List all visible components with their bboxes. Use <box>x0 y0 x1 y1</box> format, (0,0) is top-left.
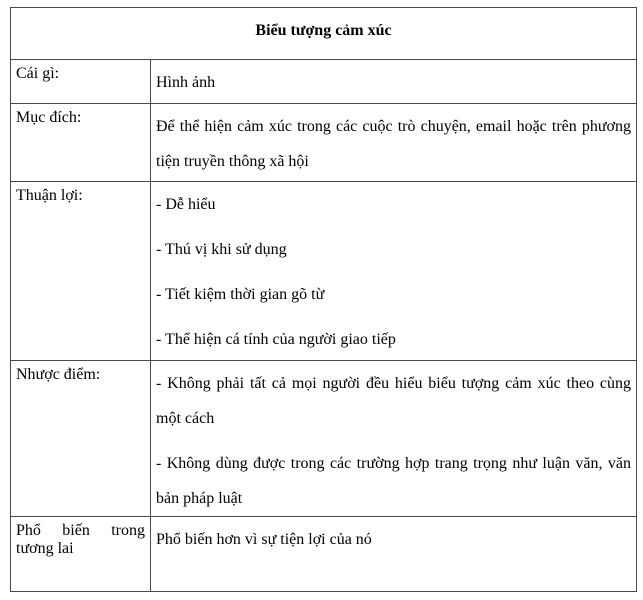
table-row <box>11 517 637 592</box>
cell-paragraph: - Dễ hiểu <box>156 196 216 213</box>
table-title: Biểu tượng cảm xúc <box>11 8 637 60</box>
cell-paragraph: - Thể hiện cá tính của người giao tiếp <box>156 331 396 348</box>
row-content-what <box>151 60 637 104</box>
table-row <box>11 104 637 182</box>
emoji-info-table <box>10 7 637 592</box>
table-row <box>11 8 637 60</box>
row-label-advantages: Thuận lợi: <box>11 182 151 361</box>
cell-paragraph: - Không phải tất cả mọi người đều hiểu biểu tượng cảm xúc theo cùng một cách <box>156 375 632 427</box>
row-label-what: Cái gì: <box>11 60 151 104</box>
cell-paragraph: Hình ảnh <box>156 74 216 91</box>
row-label-future-popularity: Phổ biến trong tương lai <box>11 517 151 592</box>
cell-paragraph: - Tiết kiệm thời gian gõ từ <box>156 286 325 303</box>
row-label-disadvantages: Nhược điểm: <box>11 361 151 517</box>
row-label-purpose: Mục đích: <box>11 104 151 182</box>
row-content-disadvantages <box>151 361 637 517</box>
cell-paragraph: - Không dùng được trong các trường hợp trang trọng như luận văn, văn bản pháp luật <box>156 455 632 507</box>
cell-paragraph: Để thể hiện cảm xúc trong các cuộc trò chuyện, email hoặc trên phương tiện truyền thông xã hội <box>156 118 632 170</box>
cell-paragraph: Phổ biến hơn vì sự tiện lợi của nó <box>156 531 372 548</box>
row-content-future-popularity <box>151 517 637 592</box>
table-row <box>11 182 637 361</box>
table-row <box>11 361 637 517</box>
cell-paragraph: - Thú vị khi sử dụng <box>156 241 287 258</box>
row-content-advantages <box>151 182 637 361</box>
row-content-purpose <box>151 104 637 182</box>
table-row <box>11 60 637 104</box>
